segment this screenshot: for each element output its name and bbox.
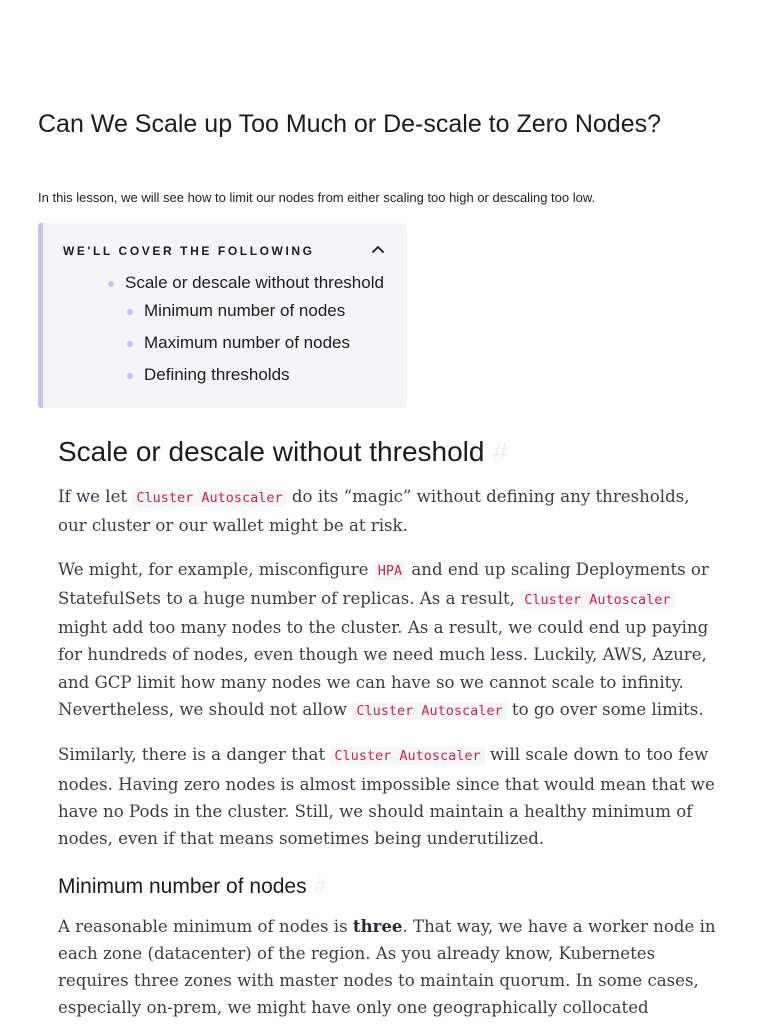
toc-item-maximum-nodes[interactable]: Maximum number of nodes [144, 333, 350, 352]
toc-header: WE'LL COVER THE FOLLOWING [63, 244, 315, 258]
section-heading-text: Scale or descale without threshold [58, 436, 485, 467]
text-run: to go over some limits. [506, 700, 704, 720]
text-run: We might, for example, misconfigure [58, 559, 374, 579]
paragraph [58, 913, 718, 1022]
text-run: do its “magic” without defining any thresholds, our cluster or our wallet might be at risk. [58, 487, 690, 536]
text-run: If we let [58, 487, 133, 506]
chevron-up-icon[interactable] [371, 242, 385, 256]
lesson-intro: In this lesson, we will see how to limit our nodes from either scaling too high or descaling too low. [38, 190, 596, 205]
paragraph [58, 741, 718, 852]
section-heading-scale-or-descale [58, 436, 718, 468]
text-run: might add too many nodes to the cluster. As a result, we could end up paying for hundreds of nodes, even though we need much less. Luckily, AWS, Azure, and GCP limit how many nodes we can have so we cannot scale to infinity. Nevertheless, we should not allow [58, 618, 709, 720]
section-heading-minimum-nodes [58, 875, 718, 899]
inline-code: Cluster Autoscaler [132, 489, 286, 507]
lesson-content [58, 436, 718, 1022]
inline-code: Cluster Autoscaler [520, 591, 674, 609]
toc-item-scale-or-descale[interactable]: Scale or descale without threshold [125, 273, 384, 292]
table-of-contents [38, 223, 407, 408]
text-run: A reasonable minimum of nodes is [58, 916, 353, 936]
text-run: will scale down to too few nodes. Having zero nodes is almost impossible since that would mean that we have no Pods in the cluster. Still, we should maintain a healthy minimum of nodes, even if that means sometimes being underutilized. [58, 745, 715, 849]
anchor-link[interactable]: # [314, 874, 327, 898]
lesson-title: Can We Scale up Too Much or De-scale to Zero Nodes? [38, 110, 661, 138]
anchor-link[interactable]: # [492, 436, 509, 467]
text-run: Similarly, there is a danger that [58, 745, 331, 765]
toc-item-minimum-nodes[interactable]: Minimum number of nodes [144, 301, 346, 320]
paragraph [58, 556, 718, 726]
paragraph [58, 483, 718, 540]
text-run: . That way, we have a worker node in each zone (datacenter) of the region. As you already know, Kubernetes requires three zones with master nodes to maintain quorum. In some cases, especially on-prem, we might have only one geographically collocated [58, 916, 716, 1018]
text-run: and end up scaling Deployments or StatefulSets to a huge number of replicas. As a result, [58, 559, 709, 608]
chevron-up-icon-glyph [371, 242, 385, 256]
inline-code: Cluster Autoscaler [330, 747, 484, 765]
toc-item-defining-thresholds[interactable]: Defining thresholds [144, 365, 290, 384]
inline-code: Cluster Autoscaler [352, 702, 506, 720]
section-heading-text: Minimum number of nodes [58, 874, 307, 898]
bold-text: three [352, 915, 403, 936]
inline-code: HPA [374, 562, 406, 580]
